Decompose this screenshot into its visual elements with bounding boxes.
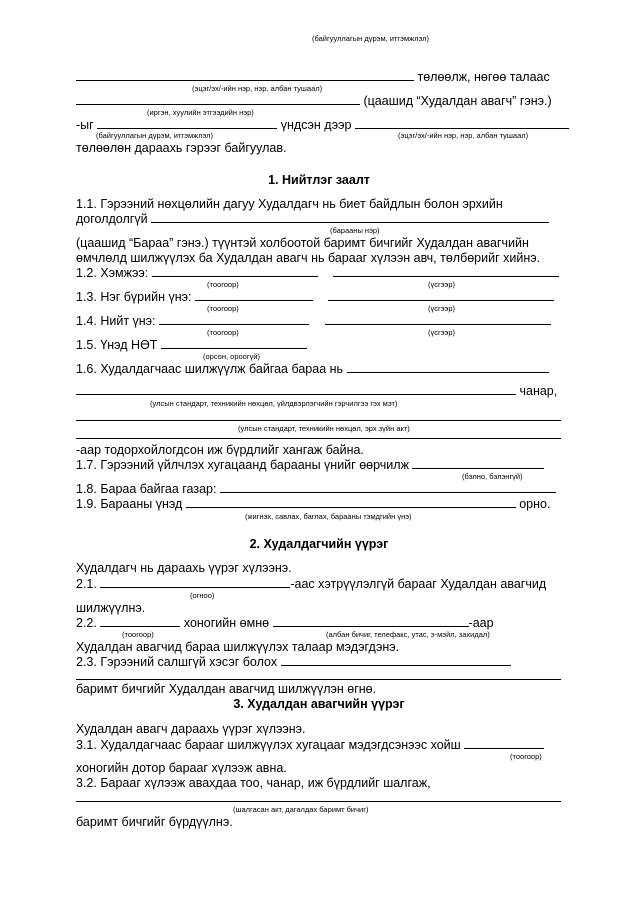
- blank-included-costs[interactable]: [186, 497, 516, 508]
- hint-docs: (шалгасан акт, дагалдах баримт бичиг): [233, 805, 369, 814]
- hint-charter: (байгууллагын дүрэм, итгэмжлэл): [312, 34, 430, 43]
- blank-inspection-docs[interactable]: [76, 801, 561, 802]
- blank-standard[interactable]: [76, 384, 516, 395]
- blank-quantity-words[interactable]: [333, 266, 559, 277]
- hint-charter-2: (байгууллагын дүрэм, итгэмжлэл): [96, 131, 214, 140]
- blank-unit-price-words[interactable]: [328, 290, 554, 301]
- hint-name-position-2: (эцэг/эх/-ийн нэр, нэр, албан тушаал): [398, 131, 529, 140]
- section-3-title: 3. Худалдан авагчийн үүрэг: [233, 697, 405, 711]
- hint-words-1: (үсгээр): [428, 280, 456, 289]
- clause-2-2: 2.2. хоногийн өмнө -аар: [76, 616, 494, 630]
- clause-2-3: 2.3. Гэрээний салшгүй хэсэг болох: [76, 655, 511, 670]
- hint-words-2: (үсгээр): [428, 304, 456, 313]
- clause-1-1-a: 1.1. Гэрээний нөхцөлийн дагуу Худалдагч нь биет байдлын болон эрхийн: [76, 197, 503, 211]
- clause-3-1: 3.1. Худалдагчаас барааг шилжүүлэх хугацааг мэдэгдсэнээс хойш: [76, 738, 544, 753]
- hint-date: (огноо): [190, 591, 215, 600]
- section-2-title: 2. Худалдагчийн үүрэг: [249, 537, 389, 551]
- blank-goods-location[interactable]: [220, 482, 556, 493]
- blank-vat[interactable]: [161, 338, 307, 349]
- hint-amount-3: (тоогоор): [207, 328, 239, 337]
- blank-integral-docs-2[interactable]: [76, 679, 561, 680]
- blank-days-before[interactable]: [100, 616, 180, 627]
- clause-2-0: Худалдагч нь дараахь үүрэг хүлээнэ.: [76, 561, 292, 575]
- intro-line-3: (цаашид “Худалдан авагч” гэнэ.): [76, 94, 552, 109]
- hint-amount-5: (тоогоор): [510, 752, 542, 761]
- blank-integral-docs[interactable]: [281, 655, 511, 666]
- blank-goods-name[interactable]: [151, 212, 549, 223]
- blank-goods-quality[interactable]: [347, 362, 549, 373]
- intro-line-5: төлөөлөн дараахь гэрээг байгуулав.: [76, 141, 287, 155]
- blank-signatory[interactable]: [355, 118, 569, 129]
- blank-standard-2[interactable]: [76, 420, 561, 421]
- blank-unit-price-number[interactable]: [195, 290, 313, 301]
- clause-3-2: 3.2. Барааг хүлээж авахдаа тоо, чанар, иж бүрдлийг шалгаж,: [76, 776, 431, 790]
- blank-delivery-date[interactable]: [100, 577, 290, 588]
- hint-standard-2: (улсын стандарт, техникийн нөхцөл, эрх зүйн акт): [238, 424, 410, 433]
- clause-2-2-d: Худалдан авагчид бараа шилжүүлэх талаар мэдэгдэнэ.: [76, 640, 400, 654]
- clause-1-6: 1.6. Худалдагчаас шилжүүлж байгаа бараа нь: [76, 362, 549, 377]
- blank-charter[interactable]: [97, 118, 277, 129]
- hint-standard-1: (улсын стандарт, техникийн нөхцөл, үйлдвэрлэгчийн гэрчилгээ гэх мэт): [150, 399, 398, 408]
- intro-line-2: төлөөлж, нөгөө талаас: [76, 70, 550, 85]
- clause-1-1-b: доголдолгүй: [76, 212, 549, 227]
- clause-1-2: 1.2. Хэмжээ:: [76, 266, 559, 281]
- blank-representative-name[interactable]: [76, 70, 414, 81]
- hint-entity-name: (иргэн, хуулийн этгээдийн нэр): [147, 108, 254, 117]
- hint-vat: (орсон, ороогүй): [203, 352, 261, 361]
- hint-words-3: (үсгээр): [428, 328, 456, 337]
- clause-3-1-b: хоногийн дотор барааг хүлээж авна.: [76, 761, 287, 775]
- clause-1-4: 1.4. Нийт үнэ:: [76, 314, 551, 329]
- divider-line: [76, 438, 561, 439]
- blank-price-change[interactable]: [412, 458, 544, 469]
- section-1-title: 1. Нийтлэг заалт: [268, 173, 370, 187]
- blank-total-words[interactable]: [325, 314, 551, 325]
- hint-payment: (бэлно, бэлэнгүй): [462, 472, 523, 481]
- hint-channel: (албан бичиг, телефакс, утас, э-мэйл, захидал): [326, 630, 490, 639]
- clause-1-5: 1.5. Үнэд НӨТ: [76, 338, 307, 353]
- blank-quantity-number[interactable]: [152, 266, 318, 277]
- clause-2-1-c: шилжүүлнэ.: [76, 601, 146, 615]
- hint-package: (жигнэх, савлах, баглах, барааны тэмдгийн үнэ): [245, 512, 412, 521]
- blank-total-number[interactable]: [159, 314, 309, 325]
- clause-1-9: 1.9. Барааны үнэд орно.: [76, 497, 551, 511]
- clause-2-3-c: баримт бичгийг Худалдан авагчид шилжүүлэн өгнө.: [76, 682, 377, 696]
- blank-buyer-name[interactable]: [76, 94, 360, 105]
- clause-1-1-c: (цаашид “Бараа” гэнэ.) түүнтэй холбоотой баримт бичгийг Худалдан авагчийн: [76, 236, 529, 250]
- clause-1-3: 1.3. Нэг бүрийн үнэ:: [76, 290, 554, 305]
- hint-amount-4: (тоогоор): [122, 630, 154, 639]
- hint-name-position: (эцэг/эх/-ийн нэр, нэр, албан тушаал): [192, 84, 323, 93]
- hint-goods-name: (барааны нэр): [330, 226, 380, 235]
- hint-amount-1: (тоогоор): [207, 280, 239, 289]
- clause-1-6-c: -аар тодорхойлогдсон иж бүрдлийг хангаж байна.: [76, 443, 364, 457]
- clause-1-7: 1.7. Гэрээний үйлчлэх хугацаанд барааны үнийг өөрчилж: [76, 458, 544, 473]
- blank-notice-channel[interactable]: [273, 616, 469, 627]
- blank-acceptance-days[interactable]: [464, 738, 544, 749]
- hint-amount-2: (тоогоор): [207, 304, 239, 313]
- intro-line-4: -ыг үндсэн дээр: [76, 118, 569, 133]
- clause-2-1: 2.1. -аас хэтрүүлэлгүй барааг Худалдан авагчид: [76, 577, 547, 591]
- clause-1-8: 1.8. Бараа байгаа газар:: [76, 482, 556, 497]
- clause-3-0: Худалдан авагч дараахь үүрэг хүлээнэ.: [76, 722, 306, 736]
- clause-1-1-d: өмчлөлд шилжүүлэх ба Худалдан авагч нь барааг хүлээн авч, төлбөрийг хийнэ.: [76, 251, 541, 265]
- clause-1-6-b: чанар,: [76, 384, 557, 399]
- clause-3-2-c: баримт бичгийг бүрдүүлнэ.: [76, 815, 233, 829]
